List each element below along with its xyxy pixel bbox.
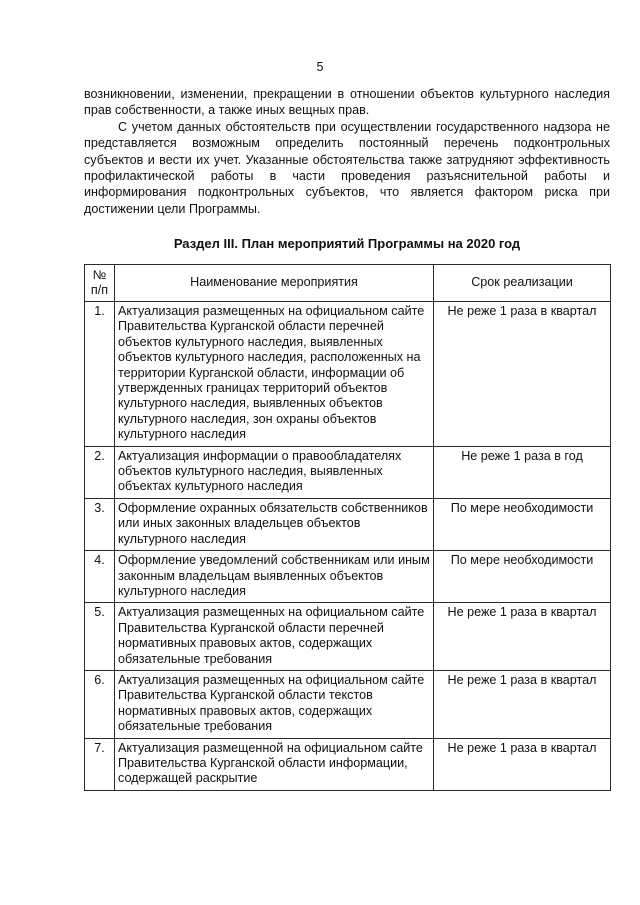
row-number: 6. bbox=[85, 670, 115, 738]
paragraph-risk-factor: С учетом данных обстоятельств при осуществлении государственного надзора не представляется возможным определить постоянный перечень подконтрольных субъектов и вести их учет. Указанные обстоятельства также затрудняют эффективность профилактической работы в части проведения разъяснительной работы и информирования подконтрольных субъектов, что является фактором риска при достижении цели Программы. bbox=[84, 119, 610, 216]
row-activity-name: Актуализация размещенной на официальном сайте Правительства Курганской области информации, содержащей раскрытие bbox=[115, 738, 434, 790]
row-number: 7. bbox=[85, 738, 115, 790]
table-row bbox=[85, 302, 611, 447]
row-activity-name: Актуализация размещенных на официальном сайте Правительства Курганской области перечней нормативных правовых актов, содержащих обязательные требования bbox=[115, 603, 434, 671]
row-deadline: Не реже 1 раза в год bbox=[434, 446, 611, 498]
table-row bbox=[85, 603, 611, 671]
row-activity-name: Оформление охранных обязательств собственников или иных законных владельцев объектов культурного наследия bbox=[115, 498, 434, 550]
row-number: 3. bbox=[85, 498, 115, 550]
row-activity-name: Актуализация размещенных на официальном сайте Правительства Курганской области текстов нормативных правовых актов, содержащих обязательные требования bbox=[115, 670, 434, 738]
row-activity-name: Актуализация размещенных на официальном сайте Правительства Курганской области перечней объектов культурного наследия, выявленных объектов культурного наследия, расположенных на территории Курганской области, информации об утвержденных границах территорий объектов культурного наследия, выявленных объектов культурного наследия, зон охраны объектов культурного наследия bbox=[115, 302, 434, 447]
table-header-row bbox=[85, 265, 611, 302]
table-row bbox=[85, 446, 611, 498]
header-activity-name: Наименование мероприятия bbox=[115, 265, 434, 302]
table-row bbox=[85, 551, 611, 603]
row-number: 4. bbox=[85, 551, 115, 603]
body-text bbox=[84, 86, 610, 217]
row-number: 1. bbox=[85, 302, 115, 447]
row-number: 2. bbox=[85, 446, 115, 498]
row-deadline: Не реже 1 раза в квартал bbox=[434, 738, 611, 790]
action-plan-table bbox=[84, 264, 611, 791]
header-number: № п/п bbox=[85, 265, 115, 302]
header-deadline: Срок реализации bbox=[434, 265, 611, 302]
row-deadline: По мере необходимости bbox=[434, 551, 611, 603]
section-heading: Раздел III. План мероприятий Программы на 2020 год bbox=[173, 236, 521, 251]
table-row bbox=[85, 670, 611, 738]
row-deadline: Не реже 1 раза в квартал bbox=[434, 302, 611, 447]
row-activity-name: Актуализация информации о правообладателях объектов культурного наследия, выявленных объектах культурного наследия bbox=[115, 446, 434, 498]
table-row bbox=[85, 498, 611, 550]
row-deadline: Не реже 1 раза в квартал bbox=[434, 603, 611, 671]
table-row bbox=[85, 738, 611, 790]
row-deadline: Не реже 1 раза в квартал bbox=[434, 670, 611, 738]
row-number: 5. bbox=[85, 603, 115, 671]
paragraph-continuation: возникновении, изменении, прекращении в отношении объектов культурного наследия прав собственности, а также иных вещных прав. bbox=[84, 87, 610, 118]
page-number: 5 bbox=[316, 60, 324, 74]
row-activity-name: Оформление уведомлений собственникам или иным законным владельцам выявленных объектов культурного наследия bbox=[115, 551, 434, 603]
row-deadline: По мере необходимости bbox=[434, 498, 611, 550]
